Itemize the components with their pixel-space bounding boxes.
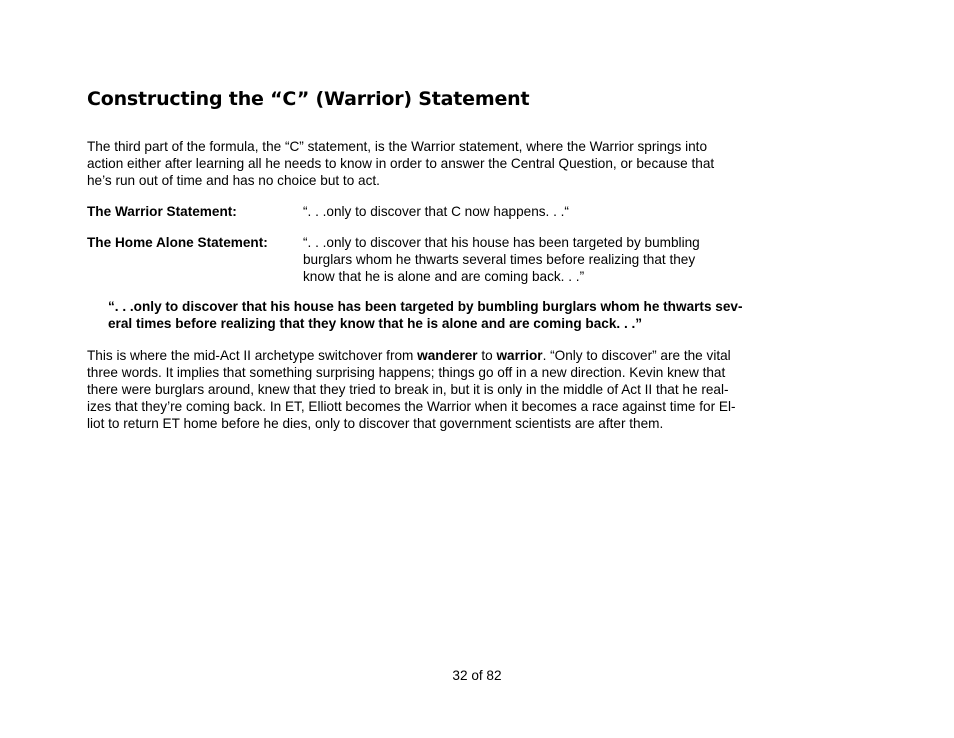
warrior-term: warrior <box>496 348 543 363</box>
intro-line: The third part of the formula, the “C” statement, is the Warrior statement, where the Warrior springs into <box>87 139 708 154</box>
home-alone-statement-label: The Home Alone Statement: <box>87 235 268 250</box>
quote-line: eral times before realizing that they know that he is alone and are coming back. . .” <box>108 316 643 331</box>
page-title: Constructing the “C” (Warrior) Statement <box>87 88 530 110</box>
page-number: 32 of 82 <box>452 668 502 683</box>
wanderer-term: wanderer <box>417 348 478 363</box>
home-alone-line: burglars whom he thwarts several times before realizing that they <box>303 252 696 267</box>
home-alone-statement-text <box>303 234 700 285</box>
block-quote <box>108 298 743 332</box>
warrior-statement-label: The Warrior Statement: <box>87 204 237 219</box>
home-alone-line: “. . .only to discover that his house has been targeted by bumbling <box>303 235 700 250</box>
intro-line: he’s run out of time and has no choice but to act. <box>87 173 380 188</box>
discussion-paragraph <box>87 347 787 432</box>
warrior-statement-text: “. . .only to discover that C now happens. . .“ <box>303 204 569 219</box>
discussion-text: to <box>477 348 497 363</box>
quote-line: “. . .only to discover that his house has been targeted by bumbling burglars whom he thwarts sev- <box>108 299 743 314</box>
discussion-line <box>87 347 787 364</box>
intro-line: action either after learning all he needs to know in order to answer the Central Question, or because that <box>87 156 715 171</box>
home-alone-line: know that he is alone and are coming back. . .” <box>303 269 585 284</box>
discussion-line: there were burglars around, knew that they tried to break in, but it is only in the middle of Act II that he real- <box>87 382 729 397</box>
discussion-line: liot to return ET home before he dies, only to discover that government scientists are after them. <box>87 416 664 431</box>
discussion-line: three words. It implies that something surprising happens; things go off in a new direction. Kevin knew that <box>87 365 726 380</box>
intro-paragraph <box>87 138 787 189</box>
discussion-text: . “Only to discover” are the vital <box>542 348 731 363</box>
discussion-text: This is where the mid-Act II archetype switchover from <box>87 348 418 363</box>
discussion-line: izes that they’re coming back. In ET, Elliott becomes the Warrior when it becomes a race against time for El- <box>87 399 736 414</box>
